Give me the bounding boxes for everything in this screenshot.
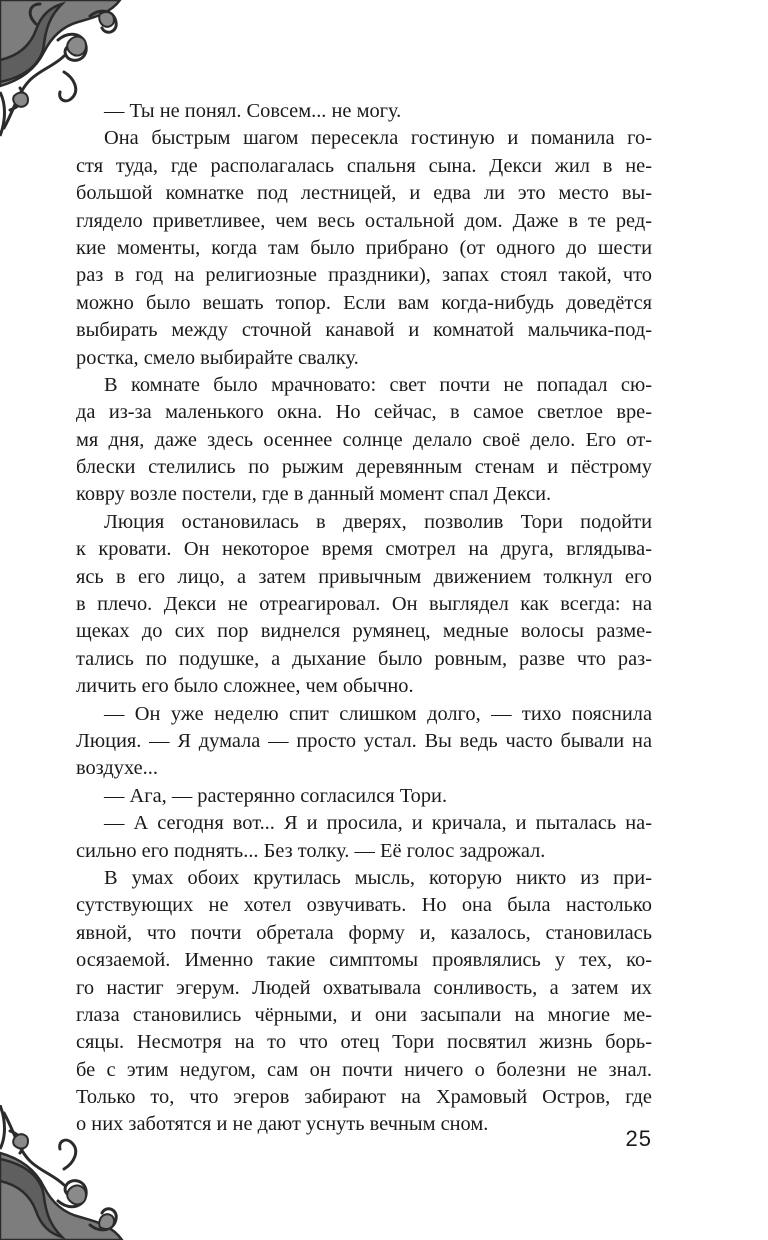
text-line: — Ты не понял. Совсем... не могу. <box>104 100 402 122</box>
text-line: ясь в его лицо, а затем привычным движением толкнул его <box>76 565 652 588</box>
text-line: щеках до сих пор виднелся румянец, медные волосы разме- <box>76 620 652 643</box>
text-line: В комнате было мрачновато: свет почти не попадал сю- <box>104 373 652 396</box>
text-line: сяцы. Несмотря на то что отец Тори посвятил жизнь борь- <box>76 1031 652 1054</box>
text-line: явной, что почти обретала форму и, казалось, становилась <box>76 921 652 944</box>
text-line: блески стелились по рыжим деревянным стенам и пёстрому <box>76 456 652 479</box>
text-line: о них заботятся и не дают уснуть вечным сном. <box>76 1113 489 1136</box>
text-line: бе с этим недугом, сам он почти ничего о болезни не знал. <box>76 1058 652 1081</box>
text-line: да из-за маленького окна. Но сейчас, в самое светлое вре- <box>76 401 652 424</box>
text-line: го настиг эгерум. Людей охватывала сонливость, а затем их <box>76 976 652 999</box>
text-line: Люция остановилась в дверях, позволив Тори подойти <box>104 510 652 533</box>
text-line: раз в год на религиозные праздники), запах стоял такой, что <box>76 264 652 287</box>
text-line: стя туда, где располагалась спальня сына. Декси жил в не- <box>76 154 652 177</box>
text-line: Она быстрым шагом пересекла гостиную и поманила го- <box>104 127 652 150</box>
text-line: ковру возле постели, где в данный момент спал Декси. <box>76 483 552 506</box>
text-line: глаза становились чёрными, и они засыпали на многие ме- <box>76 1003 652 1026</box>
text-line: в плечо. Декси не отреагировал. Он выглядел как всегда: на <box>76 593 652 616</box>
text-line: Только то, что эгеров забирают на Храмовый Остров, где <box>76 1086 652 1109</box>
text-line: ростка, смело выбирайте свалку. <box>76 346 359 369</box>
text-line: воздухе... <box>76 757 158 780</box>
text-line: тались по подушке, а дыхание было ровным, разве что раз- <box>76 647 652 670</box>
text-line: В умах обоих крутилась мысль, которую никто из при- <box>104 866 652 889</box>
text-line: мя дня, даже здесь осеннее солнце делало своё дело. Его от- <box>76 428 652 451</box>
text-line: сутствующих не хотел озвучивать. Но она была настолько <box>76 894 652 917</box>
text-line: выбирать между сточной канавой и комнатой мальчика-под- <box>76 319 652 342</box>
text-line: глядело приветливее, чем весь остальной дом. Даже в те ред- <box>76 209 652 232</box>
text-line: — А сегодня вот... Я и просила, и кричала, и пыталась на- <box>104 812 652 835</box>
page-number: 25 <box>625 1126 652 1151</box>
text-line: к кровати. Он некоторое время смотрел на друга, вглядыва- <box>76 538 652 561</box>
text-line: — Ага, — растерянно согласился Тори. <box>104 784 448 807</box>
text-line: — Он уже неделю спит слишком долго, — тихо пояснила <box>104 702 652 725</box>
text-line: большой комнатке под лестницей, и едва ли это место вы- <box>76 182 652 205</box>
text-line: личить его было сложнее, чем обычно. <box>76 675 414 698</box>
text-line: осязаемой. Именно такие симптомы проявлялись у тех, ко- <box>76 949 652 972</box>
body-text <box>76 98 652 1139</box>
text-line: кие моменты, когда там было прибрано (от одного до шести <box>76 236 652 259</box>
text-line: можно было вешать топор. Если вам когда-нибудь доведётся <box>76 291 652 314</box>
text-line: сильно его поднять... Без толку. — Её голос задрожал. <box>76 839 546 862</box>
text-line: Люция. — Я думала — просто устал. Вы ведь часто бывали на <box>76 729 652 752</box>
